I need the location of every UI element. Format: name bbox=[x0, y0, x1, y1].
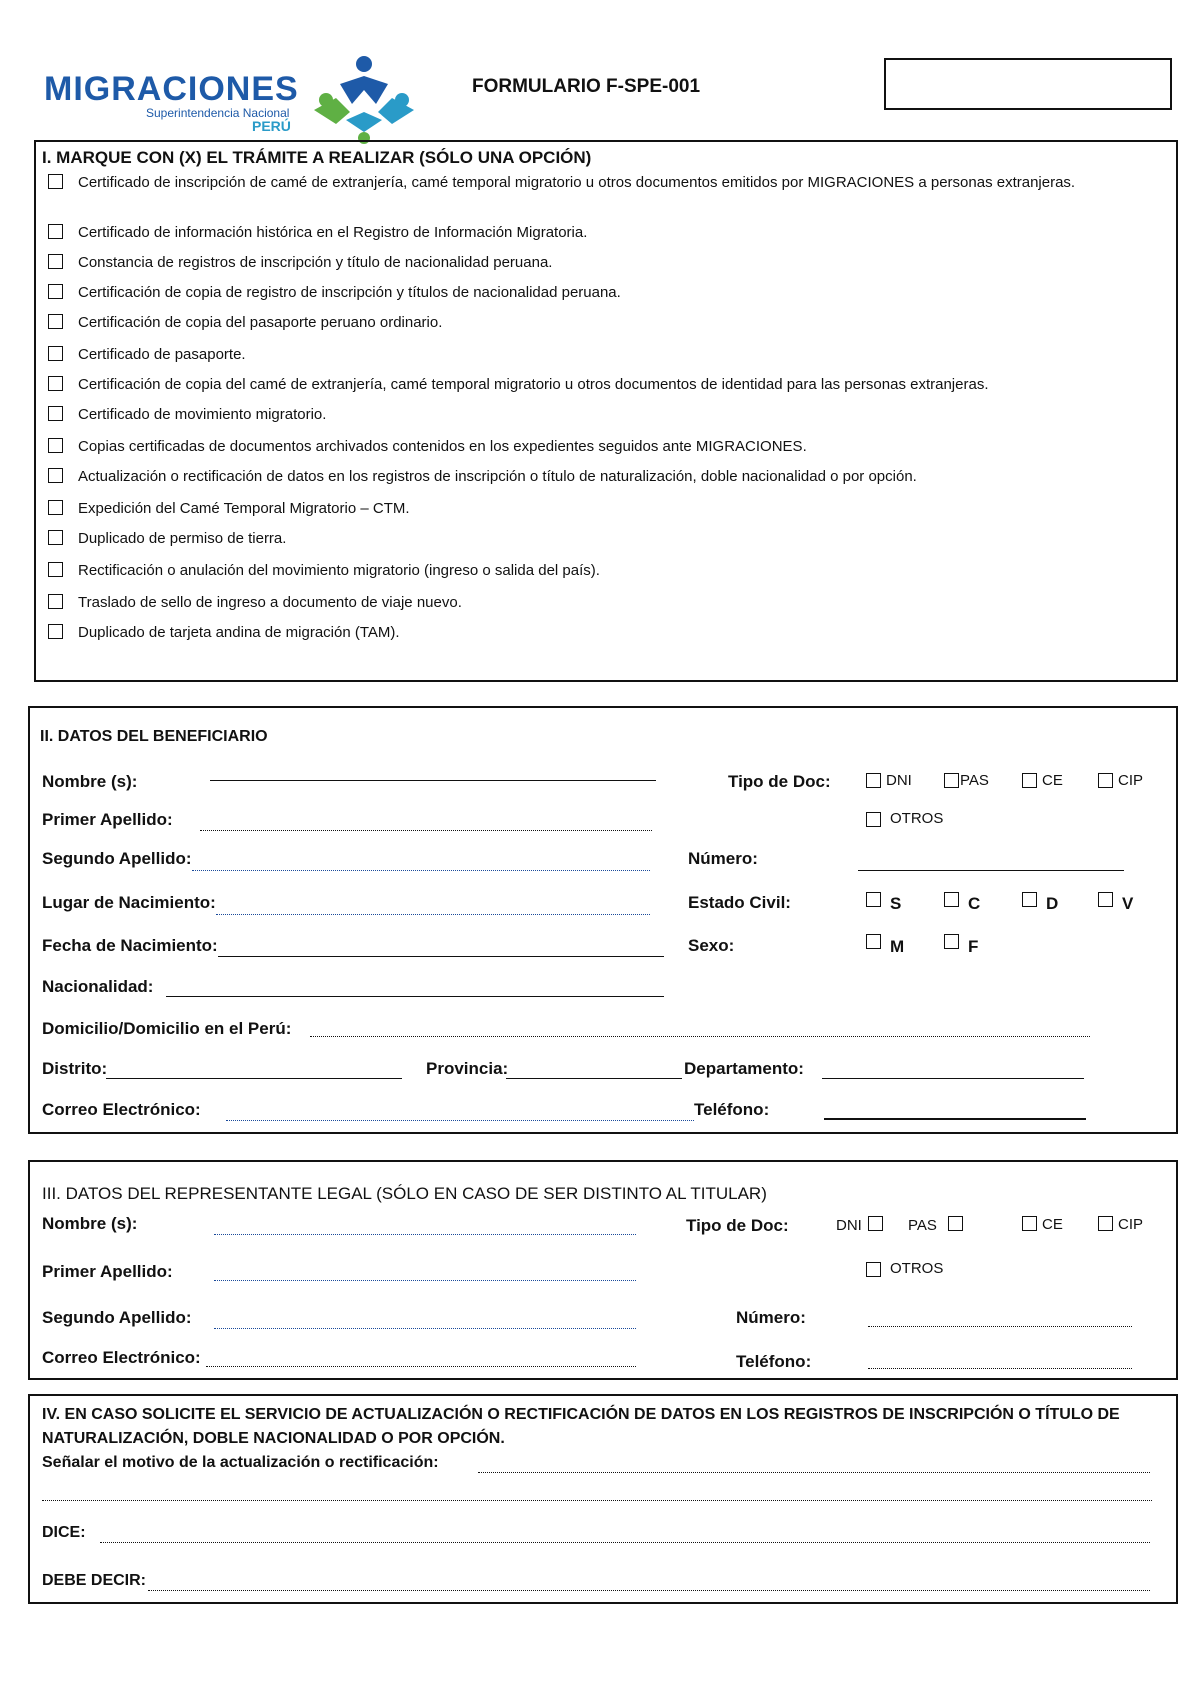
beneficiary-email-label: Correo Electrónico: bbox=[42, 1100, 201, 1119]
logo-emblem-icon bbox=[302, 54, 422, 144]
procedure-option-checkbox[interactable] bbox=[48, 174, 63, 189]
beneficiary-doc-type-label: Tipo de Doc: bbox=[728, 772, 831, 791]
procedure-option-checkbox[interactable] bbox=[48, 594, 63, 609]
beneficiary-birthplace-label: Lugar de Nacimiento: bbox=[42, 893, 216, 912]
section-procedure bbox=[34, 140, 1178, 682]
section-data-correction bbox=[28, 1394, 1178, 1604]
beneficiary-doc-ce-checkbox[interactable] bbox=[1022, 773, 1037, 788]
procedure-option-checkbox[interactable] bbox=[48, 376, 63, 391]
procedure-option-checkbox[interactable] bbox=[48, 624, 63, 639]
dice-label: DICE: bbox=[42, 1524, 86, 1541]
beneficiary-name-label: Nombre (s): bbox=[42, 772, 138, 791]
procedure-option-checkbox[interactable] bbox=[48, 406, 63, 421]
beneficiary-province-label: Provincia: bbox=[426, 1059, 509, 1078]
procedure-option-label: Duplicado de tarjeta andina de migración (TAM). bbox=[78, 624, 400, 641]
rep-doc-type-label: Tipo de Doc: bbox=[686, 1216, 789, 1235]
civil-status-v-checkbox[interactable] bbox=[1098, 892, 1113, 907]
procedure-option-label: Certificación de copia de registro de inscripción y títulos de nacionalidad peruana. bbox=[78, 284, 621, 301]
rep-number-field[interactable] bbox=[868, 1326, 1132, 1327]
procedure-option-label: Certificado de pasaporte. bbox=[78, 346, 246, 363]
beneficiary-birthplace-field[interactable] bbox=[216, 914, 650, 915]
rep-doc-otros-label: OTROS bbox=[890, 1260, 944, 1277]
beneficiary-district-label: Distrito: bbox=[42, 1059, 108, 1078]
beneficiary-birthdate-label: Fecha de Nacimiento: bbox=[42, 936, 218, 955]
debe-decir-field[interactable] bbox=[148, 1590, 1150, 1591]
beneficiary-birthdate-field[interactable] bbox=[218, 956, 664, 957]
beneficiary-district-field[interactable] bbox=[106, 1078, 402, 1079]
correction-reason-field[interactable] bbox=[478, 1472, 1150, 1473]
procedure-option-checkbox[interactable] bbox=[48, 530, 63, 545]
procedure-option-checkbox[interactable] bbox=[48, 562, 63, 577]
rep-email-label: Correo Electrónico: bbox=[42, 1348, 201, 1367]
procedure-option-checkbox[interactable] bbox=[48, 346, 63, 361]
beneficiary-number-label: Número: bbox=[688, 849, 758, 868]
procedure-option-label: Constancia de registros de inscripción y título de nacionalidad peruana. bbox=[78, 254, 553, 271]
logo-wordmark: MIGRACIONES bbox=[44, 70, 299, 108]
form-title: FORMULARIO F-SPE-001 bbox=[472, 76, 701, 97]
civil-status-v-label: V bbox=[1122, 894, 1134, 913]
sex-f-label: F bbox=[968, 937, 979, 956]
form-number-box[interactable] bbox=[884, 58, 1172, 110]
beneficiary-doc-cip-label: CIP bbox=[1118, 772, 1144, 789]
debe-decir-label: DEBE DECIR: bbox=[42, 1572, 147, 1589]
section-data-correction-title-1: IV. EN CASO SOLICITE EL SERVICIO DE ACTUALIZACIÓN O RECTIFICACIÓN DE DATOS EN LOS REGISTROS DE INSCRIPCIÓN O TÍTULO DE bbox=[42, 1406, 1120, 1423]
beneficiary-second-surname-field[interactable] bbox=[192, 870, 650, 871]
beneficiary-sex-label: Sexo: bbox=[688, 936, 735, 955]
civil-status-d-checkbox[interactable] bbox=[1022, 892, 1037, 907]
procedure-option-label: Rectificación o anulación del movimiento migratorio (ingreso o salida del país). bbox=[78, 562, 600, 579]
rep-first-surname-field[interactable] bbox=[214, 1280, 636, 1281]
beneficiary-first-surname-field[interactable] bbox=[200, 830, 652, 831]
beneficiary-name-field[interactable] bbox=[210, 780, 656, 781]
beneficiary-first-surname-label: Primer Apellido: bbox=[42, 810, 173, 829]
sex-m-checkbox[interactable] bbox=[866, 934, 881, 949]
beneficiary-doc-otros-checkbox[interactable] bbox=[866, 812, 881, 827]
beneficiary-phone-label: Teléfono: bbox=[694, 1100, 770, 1119]
beneficiary-nationality-field[interactable] bbox=[166, 996, 664, 997]
rep-doc-dni-checkbox[interactable] bbox=[868, 1216, 883, 1231]
beneficiary-doc-pas-checkbox[interactable] bbox=[944, 773, 959, 788]
rep-doc-otros-checkbox[interactable] bbox=[866, 1262, 881, 1277]
rep-email-field[interactable] bbox=[206, 1366, 636, 1367]
rep-phone-field[interactable] bbox=[868, 1368, 1132, 1369]
correction-reason-label: Señalar el motivo de la actualización o rectificación: bbox=[42, 1454, 439, 1471]
procedure-option-checkbox[interactable] bbox=[48, 284, 63, 299]
procedure-option-label: Certificación de copia del camé de extranjería, camé temporal migratorio u otros documentos de identidad para las personas extranjeras. bbox=[78, 376, 989, 393]
beneficiary-phone-field[interactable] bbox=[824, 1118, 1086, 1120]
section-procedure-title: I. MARQUE CON (X) EL TRÁMITE A REALIZAR (SÓLO UNA OPCIÓN) bbox=[42, 148, 592, 167]
procedure-option-label: Copias certificadas de documentos archivados contenidos en los expedientes seguidos ante MIGRACIONES. bbox=[78, 438, 807, 455]
beneficiary-email-field[interactable] bbox=[226, 1120, 694, 1121]
rep-doc-ce-checkbox[interactable] bbox=[1022, 1216, 1037, 1231]
beneficiary-doc-cip-checkbox[interactable] bbox=[1098, 773, 1113, 788]
procedure-option-label: Expedición del Camé Temporal Migratorio – CTM. bbox=[78, 500, 410, 517]
beneficiary-civil-status-label: Estado Civil: bbox=[688, 893, 791, 912]
beneficiary-department-label: Departamento: bbox=[684, 1059, 804, 1078]
beneficiary-address-label: Domicilio/Domicilio en el Perú: bbox=[42, 1019, 292, 1038]
rep-doc-cip-label: CIP bbox=[1118, 1216, 1144, 1233]
procedure-option-label: Certificado de inscripción de camé de extranjería, camé temporal migratorio u otros documentos emitidos por MIGRACIONES a personas extranjeras. bbox=[78, 174, 1076, 191]
rep-second-surname-label: Segundo Apellido: bbox=[42, 1308, 192, 1327]
rep-doc-pas-checkbox[interactable] bbox=[948, 1216, 963, 1231]
beneficiary-doc-otros-label: OTROS bbox=[890, 810, 944, 827]
beneficiary-doc-ce-label: CE bbox=[1042, 772, 1063, 789]
rep-name-field[interactable] bbox=[214, 1234, 636, 1235]
beneficiary-department-field[interactable] bbox=[822, 1078, 1084, 1079]
logo-country: PERÚ bbox=[252, 118, 291, 134]
civil-status-c-label: C bbox=[968, 894, 981, 913]
rep-second-surname-field[interactable] bbox=[214, 1328, 636, 1329]
procedure-option-checkbox[interactable] bbox=[48, 468, 63, 483]
procedure-option-label: Certificación de copia del pasaporte peruano ordinario. bbox=[78, 314, 443, 331]
beneficiary-number-field[interactable] bbox=[858, 870, 1124, 871]
section-legal-representative-title: III. DATOS DEL REPRESENTANTE LEGAL (SÓLO EN CASO DE SER DISTINTO AL TITULAR) bbox=[42, 1184, 767, 1203]
rep-doc-pas-label: PAS bbox=[908, 1217, 937, 1234]
beneficiary-province-field[interactable] bbox=[506, 1078, 682, 1079]
beneficiary-doc-pas-label: PAS bbox=[960, 772, 989, 789]
procedure-option-label: Actualización o rectificación de datos en los registros de inscripción o título de naturalización, doble nacionalidad o por opción. bbox=[78, 468, 917, 485]
procedure-option-checkbox[interactable] bbox=[48, 314, 63, 329]
procedure-option-label: Traslado de sello de ingreso a documento de viaje nuevo. bbox=[78, 594, 462, 611]
rep-name-label: Nombre (s): bbox=[42, 1214, 138, 1233]
rep-doc-cip-checkbox[interactable] bbox=[1098, 1216, 1113, 1231]
section-beneficiary-title: II. DATOS DEL BENEFICIARIO bbox=[40, 728, 268, 745]
civil-status-c-checkbox[interactable] bbox=[944, 892, 959, 907]
civil-status-s-label: S bbox=[890, 894, 902, 913]
beneficiary-second-surname-label: Segundo Apellido: bbox=[42, 849, 192, 868]
section-beneficiary bbox=[28, 706, 1178, 1134]
rep-number-label: Número: bbox=[736, 1308, 806, 1327]
beneficiary-address-field[interactable] bbox=[310, 1036, 1090, 1037]
procedure-option-label: Certificado de movimiento migratorio. bbox=[78, 406, 327, 423]
procedure-option-checkbox[interactable] bbox=[48, 438, 63, 453]
procedure-option-checkbox[interactable] bbox=[48, 500, 63, 515]
procedure-option-checkbox[interactable] bbox=[48, 224, 63, 239]
section-legal-representative bbox=[28, 1160, 1178, 1380]
logo-subtitle: Superintendencia Nacional bbox=[146, 106, 290, 120]
sex-m-label: M bbox=[890, 937, 905, 956]
beneficiary-nationality-label: Nacionalidad: bbox=[42, 977, 154, 996]
correction-reason-field-2[interactable] bbox=[42, 1500, 1152, 1501]
sex-f-checkbox[interactable] bbox=[944, 934, 959, 949]
procedure-option-label: Duplicado de permiso de tierra. bbox=[78, 530, 287, 547]
civil-status-d-label: D bbox=[1046, 894, 1059, 913]
beneficiary-doc-dni-label: DNI bbox=[886, 772, 912, 789]
section-data-correction-title-2: NATURALIZACIÓN, DOBLE NACIONALIDAD O POR OPCIÓN. bbox=[42, 1430, 505, 1447]
procedure-option-label: Certificado de información histórica en el Registro de Información Migratoria. bbox=[78, 224, 588, 241]
rep-first-surname-label: Primer Apellido: bbox=[42, 1262, 173, 1281]
beneficiary-doc-dni-checkbox[interactable] bbox=[866, 773, 881, 788]
procedure-option-checkbox[interactable] bbox=[48, 254, 63, 269]
rep-doc-dni-label: DNI bbox=[836, 1217, 862, 1234]
rep-phone-label: Teléfono: bbox=[736, 1352, 812, 1371]
civil-status-s-checkbox[interactable] bbox=[866, 892, 881, 907]
dice-field[interactable] bbox=[100, 1542, 1150, 1543]
rep-doc-ce-label: CE bbox=[1042, 1216, 1063, 1233]
logo bbox=[44, 54, 424, 144]
